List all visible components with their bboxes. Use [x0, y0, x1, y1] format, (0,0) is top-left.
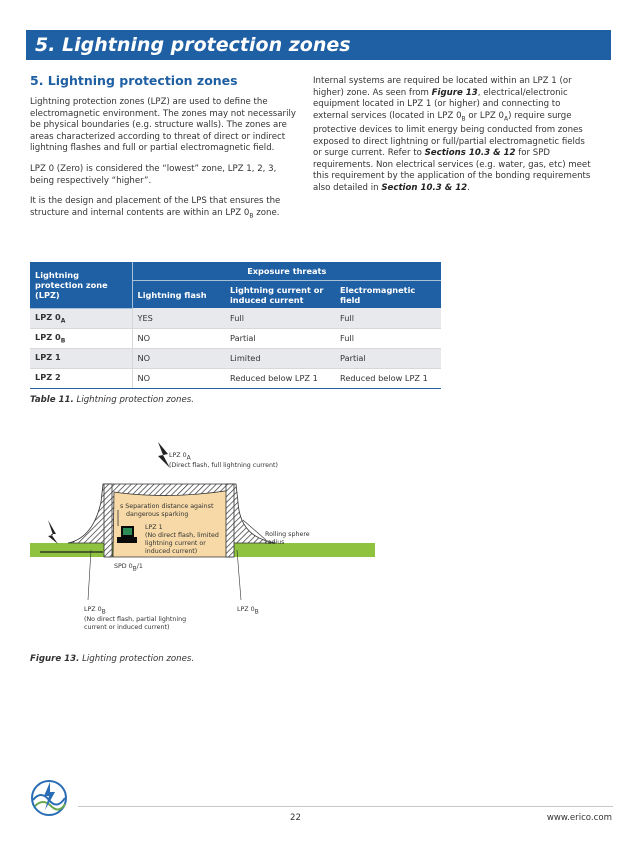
lpz-figure [28, 440, 378, 644]
header-lightning-current: Lightning current or induced current [225, 281, 335, 309]
building-wall-left [104, 484, 112, 557]
label-rolling-sphere: Rolling sphere radius [265, 531, 310, 546]
field-cell: Partial [335, 348, 441, 368]
current-cell: Limited [225, 348, 335, 368]
table-row [30, 308, 441, 328]
flash-cell: YES [132, 308, 225, 328]
field-cell: Full [335, 308, 441, 328]
zone-cell: LPZ 2 [30, 368, 132, 388]
figure-caption: Figure 13. Lighting protection zones. [30, 654, 195, 664]
table-row [30, 368, 441, 388]
footer-rule [78, 806, 613, 807]
zone-cell: LPZ 1 [30, 348, 132, 368]
flash-cell: NO [132, 348, 225, 368]
right-column [313, 76, 595, 204]
external-lightning-icon [48, 520, 58, 544]
equipment-base-icon [117, 537, 137, 543]
internal-systems-paragraph: Internal systems are required be located within an LPZ 1 (or higher) zone. As seen from Figure 13, electrical/electronic equipment located in LPZ 1 (or higher) and connecting to external services (located in LPZ $0_B$ or LPZ $0_A$) require surge protective devices to limit energy being conducted from zones exposed to direct lightning or full/partial electromagnetic fields or surge current. Refer to Sections 10.3 & 12 for SPD requirements. Non electrical services (e.g. water, gas, etc) meet this requirement by the application of the bonding requirements also detailed in Section 10.3 & 12. [313, 76, 591, 194]
header-electromagnetic-field: Electromagnetic field [335, 281, 441, 309]
label-lpz-0b-right: LPZ $0_B$ [237, 606, 259, 616]
label-lpz-1: LPZ 1 (No direct flash, limited lightning current or induced current) [145, 524, 219, 555]
header-exposure-threats: Exposure threats [132, 262, 441, 281]
lps-paragraph: It is the design and placement of the LPS that ensures the structure and internal contents are within an LPZ $0_B$ zone. [30, 196, 281, 220]
zone-cell: LPZ $0_B$ [30, 328, 132, 348]
section-reference[interactable]: Section 10.3 & 12 [381, 183, 468, 194]
flash-cell: NO [132, 368, 225, 388]
erico-logo [27, 776, 71, 824]
zone-order-paragraph: LPZ 0 (Zero) is considered the “lowest” zone, LPZ 1, 2, 3, being respectively “higher”. [30, 163, 277, 186]
label-spd: SPD $0_B/1$ [114, 563, 143, 573]
leader-line [237, 550, 241, 600]
current-cell: Partial [225, 328, 335, 348]
lpz-table [30, 262, 441, 389]
sections-reference[interactable]: Sections 10.3 & 12 [424, 148, 516, 159]
field-cell: Reduced below LPZ 1 [335, 368, 441, 388]
label-lpz-0b-left: LPZ $0_B$ (No direct flash, partial lightning current or induced current) [84, 606, 187, 632]
flash-cell: NO [132, 328, 225, 348]
header-zone: Lightning protection zone (LPZ) [30, 262, 132, 308]
building-wall-right [226, 484, 234, 557]
intro-paragraph: Lightning protection zones (LPZ) are used to define the electromagnetic environment. The zones may not necessarily be physical boundaries (e.g. structure walls). The zones are areas characterized according to threat of direct or indirect lightning flashes and full or partial electromagnetic field. [30, 97, 296, 154]
table-row [30, 348, 441, 368]
section-heading: 5. Lightning protection zones [30, 73, 238, 88]
figure-13-reference[interactable]: Figure 13 [431, 87, 478, 98]
table-row [30, 328, 441, 348]
label-separation: s Separation distance against dangerous sparking [120, 503, 214, 518]
header-lightning-flash: Lightning flash [132, 281, 225, 309]
zone-cell: LPZ $0_A$ [30, 308, 132, 328]
website-link[interactable]: www.erico.com [546, 813, 612, 823]
current-cell: Full [225, 308, 335, 328]
table-caption: Table 11. Lightning protection zones. [30, 395, 194, 405]
equipment-screen-icon [123, 528, 132, 535]
label-lpz-0a: LPZ $0_A$ (Direct flash, full lightning current) [169, 452, 278, 470]
current-cell: Reduced below LPZ 1 [225, 368, 335, 388]
left-column [30, 74, 298, 231]
banner-title: 5. Lightning protection zones [26, 30, 611, 60]
leader-line [88, 550, 91, 600]
page-number: 22 [290, 813, 301, 823]
field-cell: Full [335, 328, 441, 348]
